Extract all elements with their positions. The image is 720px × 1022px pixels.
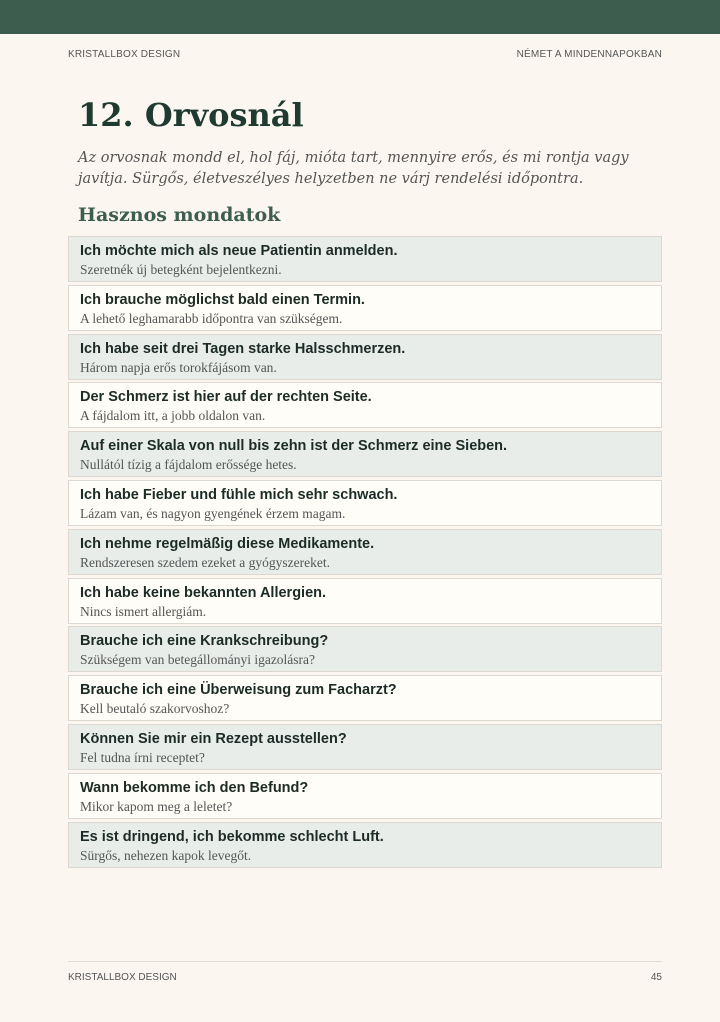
page-number: 45	[650, 972, 662, 983]
phrase-hungarian: Három napja erős torokfájásom van.	[80, 359, 277, 375]
top-color-band	[0, 0, 720, 34]
phrase-hungarian: Kell beutaló szakorvoshoz?	[80, 701, 230, 717]
footer-publisher: KRISTALLBOX DESIGN	[68, 972, 177, 983]
phrase-row	[68, 822, 662, 868]
phrase-german: Brauche ich eine Überweisung zum Facharzt?	[80, 682, 397, 699]
phrase-list	[68, 236, 662, 870]
phrase-german: Auf einer Skala von null bis zehn ist der Schmerz eine Sieben.	[80, 438, 508, 455]
chapter-title: 12. Orvosnál	[78, 96, 304, 134]
phrase-row	[68, 382, 662, 428]
phrase-row	[68, 626, 662, 672]
running-header	[68, 49, 662, 60]
phrase-hungarian: Fel tudna írni receptet?	[80, 749, 205, 765]
section-heading: Hasznos mondatok	[78, 204, 281, 226]
phrase-german: Ich habe keine bekannten Allergien.	[80, 584, 327, 601]
phrase-hungarian: Szükségem van betegállományi igazolásra?	[80, 652, 316, 668]
footer-divider	[68, 961, 662, 962]
phrase-hungarian: Nullától tízig a fájdalom erőssége hetes.	[80, 457, 297, 473]
phrase-german: Können Sie mir ein Rezept ausstellen?	[80, 730, 347, 747]
chapter-intro: Az orvosnak mondd el, hol fáj, mióta tart, mennyire erős, és mi rontja vagy javítja. Sürgős, életveszélyes helyzetben ne várj rendelési időpontra.	[78, 150, 629, 187]
phrase-german: Brauche ich eine Krankschreibung?	[80, 633, 329, 650]
phrase-german: Wann bekomme ich den Befund?	[80, 779, 309, 796]
phrase-row	[68, 773, 662, 819]
phrase-row	[68, 675, 662, 721]
phrase-hungarian: A lehető leghamarabb időpontra van szükségem.	[80, 310, 343, 326]
phrase-row	[68, 724, 662, 770]
phrase-hungarian: Rendszeresen szedem ezeket a gyógyszereket.	[80, 554, 331, 570]
phrase-row	[68, 578, 662, 624]
phrase-hungarian: Nincs ismert allergiám.	[80, 603, 207, 619]
phrase-hungarian: A fájdalom itt, a jobb oldalon van.	[80, 408, 266, 424]
phrase-hungarian: Szeretnék új betegként bejelentkezni.	[80, 262, 282, 277]
phrase-row	[68, 334, 662, 380]
phrase-hungarian: Sürgős, nehezen kapok levegőt.	[80, 847, 252, 863]
phrase-german: Ich habe seit drei Tagen starke Halsschmerzen.	[80, 340, 406, 357]
phrase-german: Der Schmerz ist hier auf der rechten Seite.	[80, 389, 372, 406]
phrase-hungarian: Mikor kapom meg a leletet?	[80, 798, 233, 814]
phrase-row	[68, 529, 662, 575]
phrase-german: Ich brauche möglichst bald einen Termin.	[80, 291, 365, 308]
phrase-german: Es ist dringend, ich bekomme schlecht Luft.	[80, 828, 384, 845]
phrase-row	[68, 480, 662, 526]
header-book-title: NÉMET A MINDENNAPOKBAN	[516, 49, 662, 60]
running-footer	[68, 972, 662, 983]
phrase-row	[68, 285, 662, 331]
phrase-hungarian: Lázam van, és nagyon gyengének érzem magam.	[80, 505, 346, 521]
phrase-german: Ich habe Fieber und fühle mich sehr schwach.	[80, 486, 398, 503]
phrase-row	[68, 236, 662, 282]
header-publisher: KRISTALLBOX DESIGN	[68, 49, 181, 60]
phrase-german: Ich möchte mich als neue Patientin anmelden.	[80, 243, 398, 259]
phrase-german: Ich nehme regelmäßig diese Medikamente.	[80, 535, 375, 552]
phrase-row	[68, 431, 662, 477]
